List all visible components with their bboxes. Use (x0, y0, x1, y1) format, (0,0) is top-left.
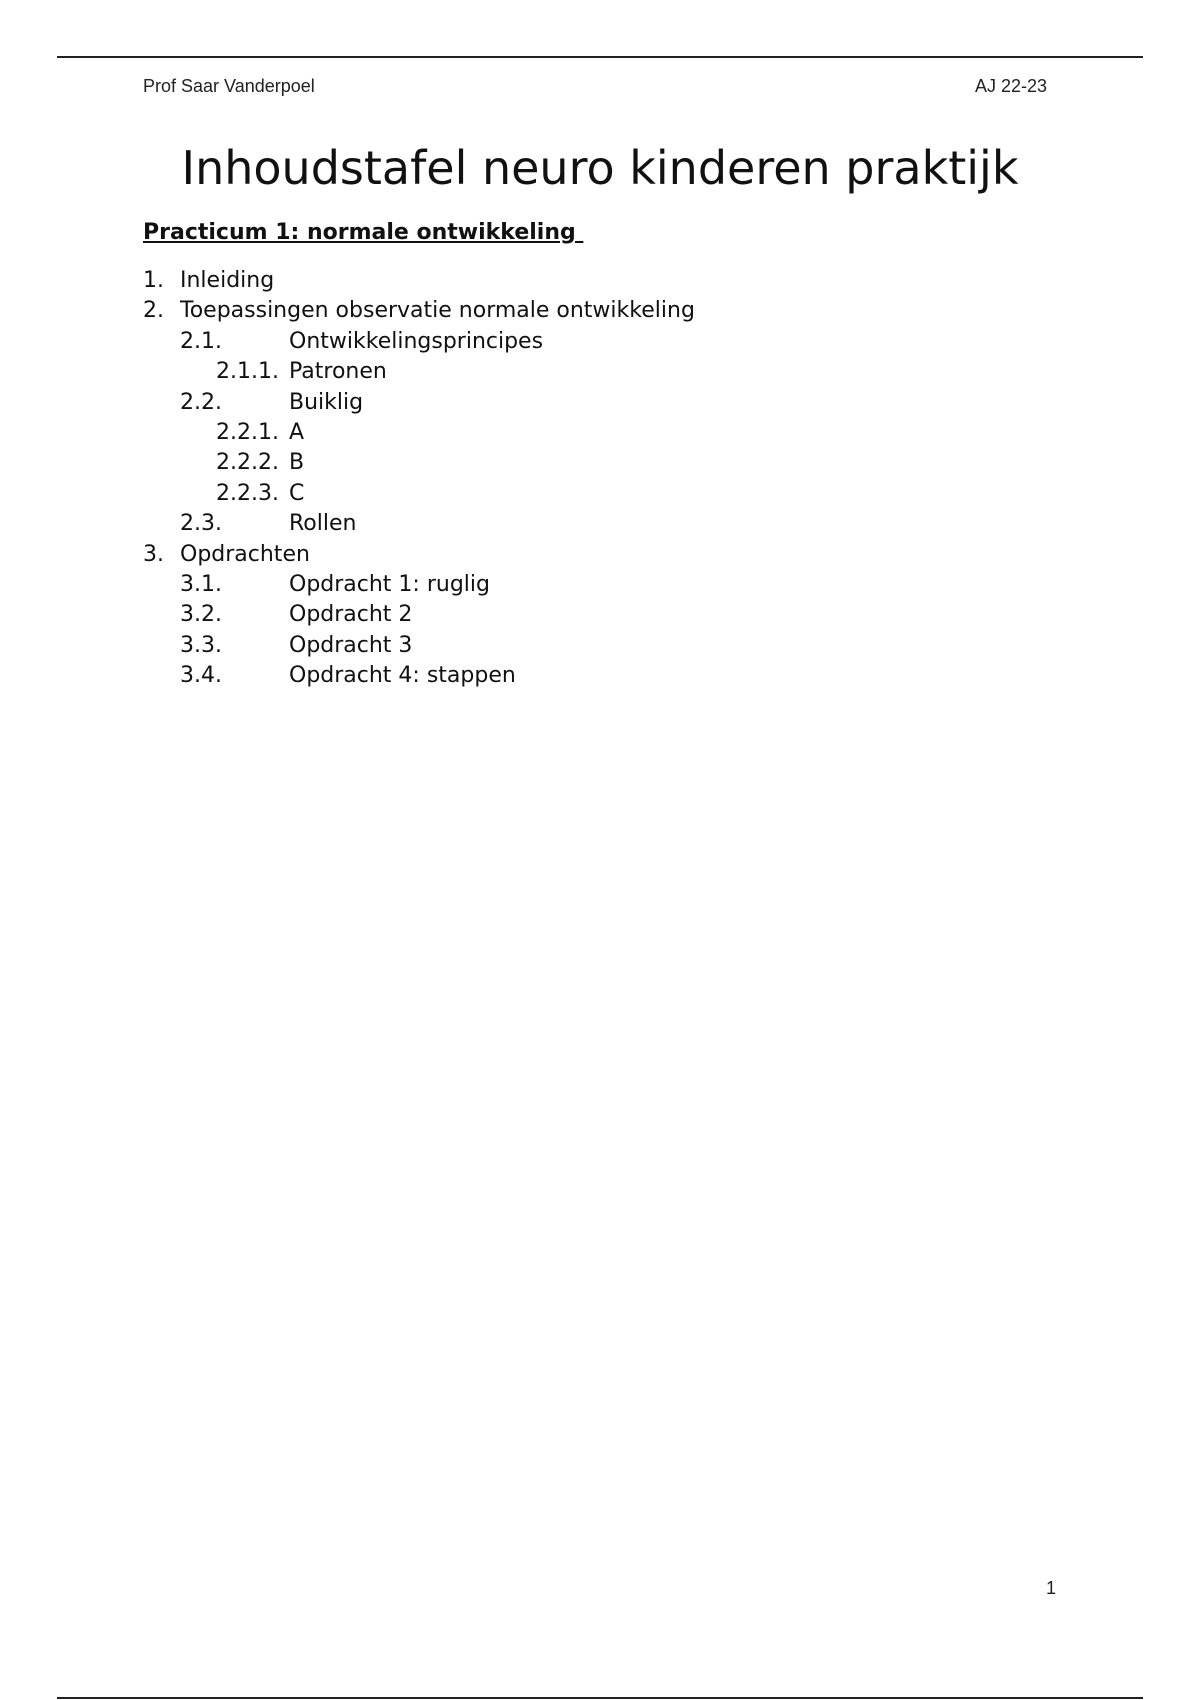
section-heading: Practicum 1: normale ontwikkeling (143, 220, 584, 245)
toc-entry-label: Opdracht 2 (289, 602, 413, 628)
toc-entry-number: 3. (143, 541, 164, 567)
page-number: 1 (1046, 1578, 1057, 1598)
header-rule (57, 56, 1143, 58)
toc-entry-label: Opdracht 1: ruglig (289, 571, 490, 597)
toc-entry-number: 3.4. (180, 663, 222, 689)
toc-entry-label: Rollen (289, 511, 357, 537)
toc-entry-label: Opdrachten (180, 541, 310, 567)
toc-entry-number: 3.1. (180, 571, 222, 597)
toc-entry-number: 2.2. (180, 389, 222, 415)
toc-entry-label: Opdracht 4: stappen (289, 663, 516, 689)
toc-entry-label: Patronen (289, 359, 387, 385)
toc-entry-number: 2.2.2. (216, 450, 279, 476)
page-title: Inhoudstafel neuro kinderen praktijk (181, 141, 1019, 195)
toc-entry-number: 2.3. (180, 511, 222, 537)
toc-entry-number: 2. (143, 298, 164, 324)
footer-rule (57, 1697, 1143, 1699)
toc-entry-number: 2.2.3. (216, 480, 279, 506)
toc-entry-label: A (289, 419, 305, 445)
toc-entry-label: Ontwikkelingsprincipes (289, 328, 544, 354)
header-academic-year: AJ 22-23 (975, 76, 1048, 96)
toc-entry-label: Toepassingen observatie normale ontwikkeling (180, 298, 695, 324)
toc-entry-label: B (289, 450, 305, 476)
toc-entry-label: Inleiding (180, 268, 275, 293)
toc-entry-label: C (289, 480, 305, 506)
toc-entry-number: 2.2.1. (216, 419, 279, 445)
toc-entry-label: Opdracht 3 (289, 632, 413, 658)
toc-entry-number: 2.1. (180, 328, 222, 354)
toc-entry-number: 3.2. (180, 602, 222, 628)
toc-entry-label: Buiklig (289, 389, 364, 415)
toc-entry-number: 1. (143, 268, 164, 293)
toc-entry-number: 2.1.1. (216, 359, 279, 385)
toc-entry-number: 3.3. (180, 632, 222, 658)
header-author: Prof Saar Vanderpoel (143, 76, 315, 96)
